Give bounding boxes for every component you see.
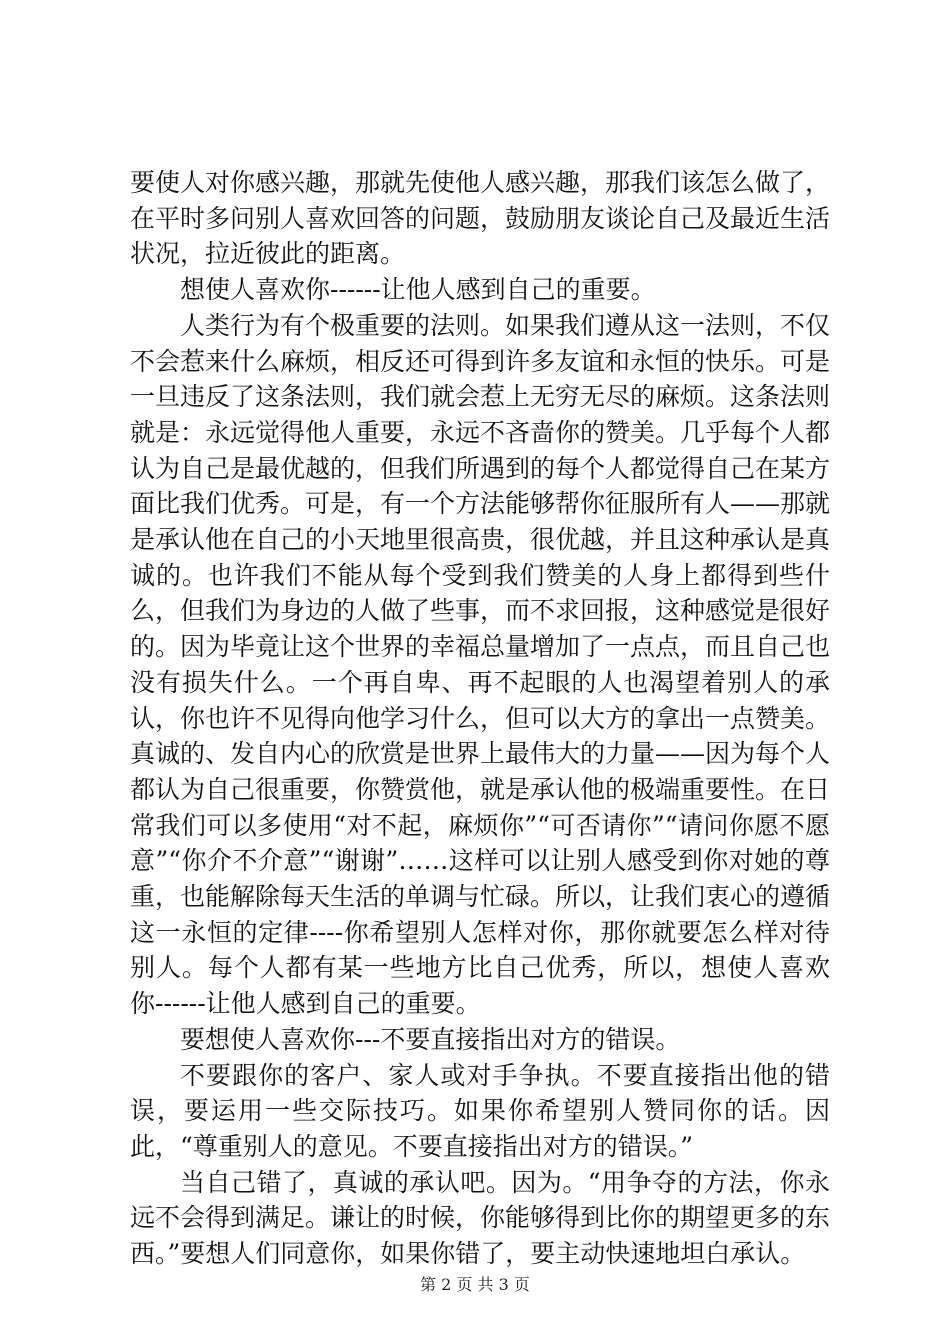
paragraph-2: 想使人喜欢你------让他人感到自己的重要。 — [180, 275, 656, 305]
paragraph-1: 要使人对你感兴趣，那就先使他人感兴趣，那我们该怎么做了，在平时多问别人喜欢回答的问题，鼓励朋友谈论自己及最近生活状况，拉近彼此的距离。 — [130, 168, 831, 269]
document-body — [130, 165, 830, 1272]
paragraph-5: 不要跟你的客户、家人或对手争执。不要直接指出他的错误，要运用一些交际技巧。如果你希望别人赞同你的话。因此，“尊重别人的意见。不要直接指出对方的错误。” — [130, 1060, 830, 1161]
paragraph-4: 要想使人喜欢你---不要直接指出对方的错误。 — [180, 1024, 681, 1054]
paragraph-6: 当自己错了，真诚的承认吧。因为。“用争夺的方法，你永远不会得到满足。谦让的时候，你能够得到比你的期望更多的东西。”要想人们同意你，如果你错了，要主动快速地坦白承认。 — [130, 1167, 831, 1269]
page-footer: 第 2 页 共 3 页 — [420, 1275, 530, 1294]
paragraph-3: 人类行为有个极重要的法则。如果我们遵从这一法则，不仅不会惹来什么麻烦，相反还可得到许多友谊和永恒的快乐。可是一旦违反了这条法则，我们就会惹上无穷无尽的麻烦。这条法则就是：永远觉得他人重要，永远不吝啬你的赞美。几乎每个人都认为自己是最优越的，但我们所遇到的每个人都觉得自己在某方面比我们优秀。可是，有一个方法能够帮你征服所有人——那就是承认他在自己的小天地里很高贵，很优越，并且这种承认是真诚的。也许我们不能从每个受到我们赞美的人身上都得到些什么，但我们为身边的人做了些事，而不求回报，这种感觉是很好的。因为毕竟让这个世界的幸福总量增加了一点点，而且自己也没有损失什么。一个再自卑、再不起眼的人也渴望着别人的承认，你也许不见得向他学习什么，但可以大方的拿出一点赞美。真诚的、发自内心的欣赏是世界上最伟大的力量——因为每个人都认为自己很重要，你赞赏他，就是承认他的极端重要性。在日常我们可以多使用“对不起，麻烦你”“可否请你”“请问你愿不愿意”“你介不介意”“谢谢”……这样可以让别人感受到你对她的尊重，也能解除每天生活的单调与忙碌。所以，让我们衷心的遵循这一永恒的定律----你希望别人怎样对你，那你就要怎么样对待别人。每个人都有某一些地方比自己优秀，所以，想使人喜欢你------让他人感到自己的重要。 — [130, 310, 831, 1019]
